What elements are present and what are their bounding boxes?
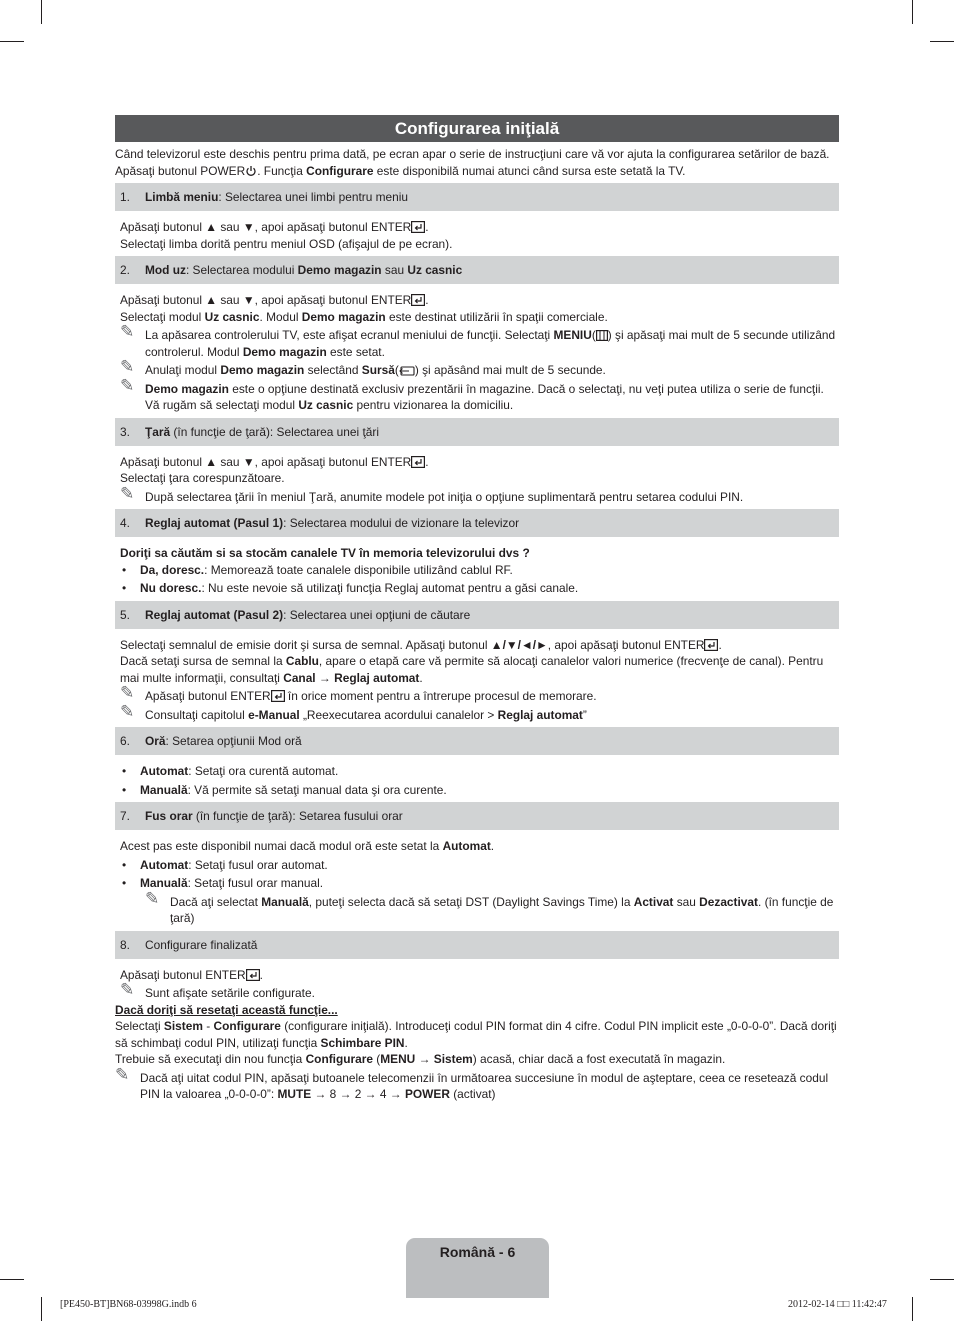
reset-paragraph: Trebuie să executaţi din nou funcţia Configurare (MENU → Sistem) acasă, chiar dacă a fost executată în magazin.: [115, 1052, 726, 1066]
note: ✎ Apăsaţi butonul ENTER în orice moment pentru a întrerupe procesul de memorare.: [120, 683, 597, 703]
power-icon: [245, 165, 257, 177]
crop-mark: [930, 1279, 954, 1280]
reset-paragraph: Selectaţi Sistem - Configurare (configurare iniţială). Introduceţi codul PIN format din 4 cifre. Codul PIN implicit este „0-0-0-0”. Dacă doriţi să schimbaţi codul PIN, utilizaţi funcţia Schimbare PIN.: [115, 1019, 837, 1050]
section-header-7: 7. Fus orar (în funcţie de ţară): Setarea fusului orar: [115, 802, 839, 830]
pencil-note-icon: ✎: [120, 701, 135, 721]
note: ✎ Anulaţi modul Demo magazin selectând Sursă( ) şi apăsând mai mult de 5 secunde.: [120, 357, 606, 377]
list-item: • Automat: Setaţi fusul orar automat.: [122, 857, 328, 872]
pencil-note-icon: ✎: [120, 322, 135, 341]
list-item: • Automat: Setaţi ora curentă automat.: [122, 764, 339, 778]
section-body-7: Acest pas este disponibil numai dacă modul oră este setat la Automat.: [120, 839, 495, 853]
section-header-5: 5. Reglaj automat (Pasul 2): Selectarea unei opţiuni de căutare: [115, 601, 839, 629]
section-body-8: Apăsaţi butonul ENTER .: [120, 967, 263, 982]
enter-icon: [411, 456, 425, 468]
crop-mark: [0, 41, 24, 42]
imprint-date: 2012-02-14 □□ 11:42:47: [788, 1299, 887, 1310]
pencil-note-icon: ✎: [120, 357, 135, 376]
enter-icon: [271, 690, 285, 702]
pencil-note-icon: ✎: [120, 980, 135, 999]
pencil-note-icon: ✎: [120, 483, 135, 503]
note: ✎ Dacă aţi uitat codul PIN, apăsaţi butoanele telecomenzii în următoarea succesiune în modul de aşteptare, ceea ce resetează codul PIN la valoarea „0-0-0-0”: MUTE → 8 → 2 → 4 → POWER (activat): [115, 1064, 829, 1101]
source-icon: [399, 365, 415, 376]
section-header-8: 8. Configurare finalizată: [115, 931, 839, 959]
crop-mark: [41, 1297, 42, 1321]
reset-heading: Dacă doriţi să resetaţi această funcţie...: [115, 1002, 338, 1017]
pencil-note-icon: ✎: [120, 375, 135, 395]
list-item: • Manuală: Setaţi fusul orar manual.: [122, 876, 324, 890]
section-body-5: Selectaţi semnalul de emisie dorit şi sursa de semnal. Apăsaţi butonul ▲/▼/◄/►, apoi apăsaţi butonul ENTER . Dacă setaţi sursa de semnal la Cablu, apare o etapă care vă permite să alocaţi canalelor valori numerice (frecvenţe de canal). Pentru mai multe informaţii, consultaţi Canal → Reglaj automat.: [120, 637, 824, 685]
pencil-note-icon: ✎: [120, 683, 135, 702]
list-item: • Nu doresc.: Nu este nevoie să utilizaţi funcţia Reglaj automat pentru a găsi canale.: [122, 581, 579, 595]
crop-mark: [912, 1297, 913, 1321]
note: ✎ La apăsarea controlerului TV, este afişat ecranul meniului de funcţii. Selectaţi MENIU( ) şi apăsaţi mai mult de 5 secunde utilizând controlerul. Modul Demo magazin este setat.: [120, 322, 836, 359]
note: ✎ Sunt afişate setările configurate.: [120, 980, 315, 1000]
crop-mark: [930, 41, 954, 42]
crop-mark: [41, 0, 42, 24]
section-header-3: 3. Ţară (în funcţie de ţară): Selectarea unei ţări: [115, 418, 839, 446]
pencil-note-icon: ✎: [145, 888, 160, 908]
section-body-4: Doriţi sa căutăm si sa stocăm canalele TV în memoria televizorului dvs ?: [120, 546, 530, 560]
page-title: Configurarea iniţială: [115, 115, 839, 142]
list-item: • Da, doresc.: Memorează toate canalele disponibile utilizând cablul RF.: [122, 562, 513, 577]
section-header-6: 6. Oră: Setarea opţiunii Mod oră: [115, 727, 839, 755]
pencil-note-icon: ✎: [115, 1064, 130, 1084]
enter-icon: [246, 969, 260, 981]
crop-mark: [0, 1279, 24, 1280]
note: ✎ Consultaţi capitolul e-Manual „Reexecutarea acordului canalelor > Reglaj automat”: [120, 701, 587, 722]
enter-icon: [411, 221, 425, 233]
section-header-4: 4. Reglaj automat (Pasul 1): Selectarea modului de vizionare la televizor: [115, 509, 839, 537]
page-number: Română - 6: [439, 1244, 516, 1260]
enter-icon: [704, 639, 718, 651]
note: ✎ Dacă aţi selectat Manuală, puteţi selecta dacă să setaţi DST (Daylight Savings Time) la Activat sau Dezactivat. (în funcţie de ţară): [145, 888, 834, 925]
imprint-file: [PE450-BT]BN68-03998G.indb 6: [60, 1299, 197, 1310]
list-item: • Manuală: Vă permite să setaţi manual data şi ora curente.: [122, 782, 447, 797]
section-header-2: 2. Mod uz: Selectarea modului Demo magazin sau Uz casnic: [115, 256, 839, 284]
note: ✎ Demo magazin este o opţiune destinată exclusiv prezentării în magazine. Dacă o selectaţi, nu veţi putea utiliza o serie de funcţii. Vă rugăm să selectaţi modul Uz casnic pentru vizionarea la domiciliu.: [120, 375, 824, 412]
section-body-3: Apăsaţi butonul ▲ sau ▼, apoi apăsaţi butonul ENTER . Selectaţi ţara corespunzătoare.: [120, 454, 429, 485]
menu-icon: [596, 330, 608, 341]
enter-icon: [411, 294, 425, 306]
intro-paragraph: Când televizorul este deschis pentru prima dată, pe ecran apar o serie de instrucţiuni care vă vor ajuta la configurarea setărilor de bază. Apăsaţi butonul POWER . Funcţia Configurare este disponibilă numai atunci când sursa este setată la TV.: [115, 147, 830, 178]
section-body-1: Apăsaţi butonul ▲ sau ▼, apoi apăsaţi butonul ENTER . Selectaţi limba dorită pentru meniul OSD (afişajul de pe ecran).: [120, 220, 453, 251]
section-body-2: Apăsaţi butonul ▲ sau ▼, apoi apăsaţi butonul ENTER . Selectaţi modul Uz casnic. Modul Demo magazin este destinat utilizării în spaţii comerciale.: [120, 293, 608, 324]
note: ✎ După selectarea ţării în meniul Ţară, anumite modele pot iniţia o opţiune suplimentară pentru setarea codului PIN.: [120, 483, 744, 504]
manual-content: [115, 146, 839, 1103]
crop-mark: [912, 0, 913, 24]
section-header-1: 1. Limbă meniu: Selectarea unei limbi pentru meniu: [115, 183, 839, 211]
